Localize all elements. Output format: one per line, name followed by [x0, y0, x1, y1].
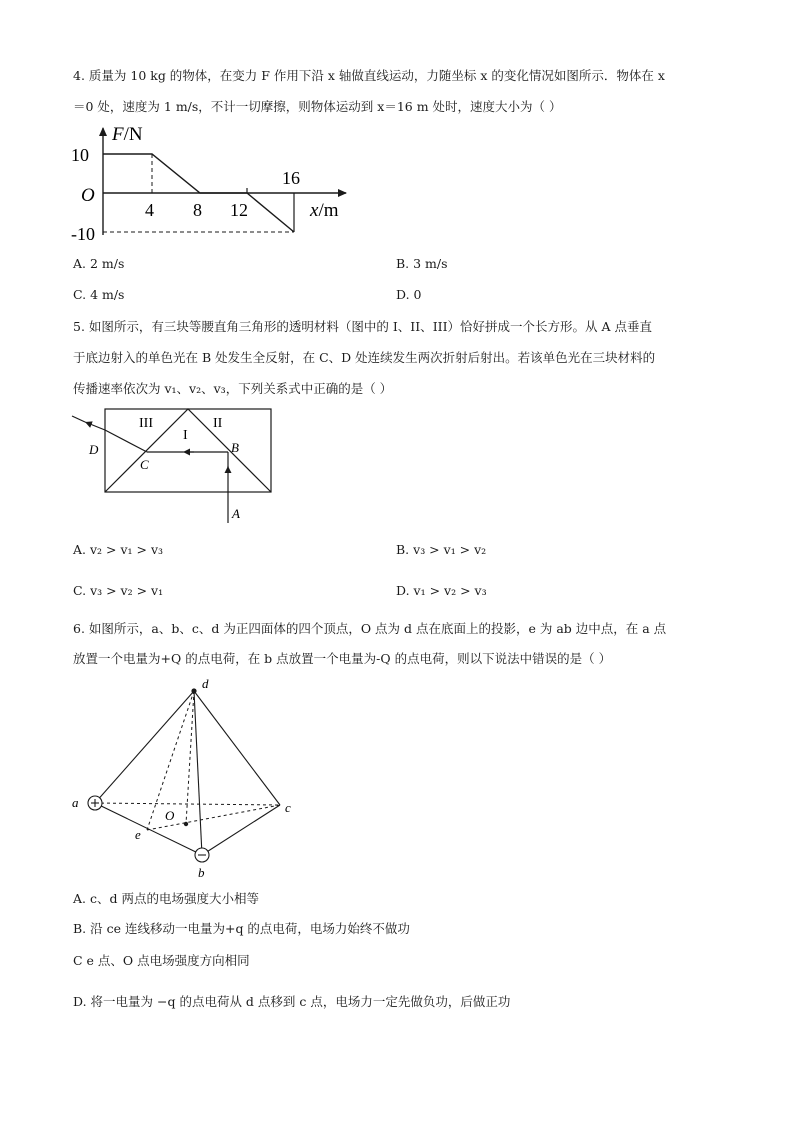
y-tick-10: 10 [71, 145, 89, 165]
label-A: A [232, 506, 240, 521]
label-c: c [285, 800, 291, 815]
q5-text-line2: 于底边射入的单色光在 B 处发生全反射，在 C、D 处连续发生两次折射后射出。若该单色光在三块材料的 [73, 350, 656, 365]
label-O: O [165, 808, 175, 823]
q5-option-a: A. v₂ > v₁ > v₃ [73, 542, 164, 557]
edge-bc [202, 805, 280, 855]
q4-text-line2: ＝0 处，速度为 1 m/s，不计一切摩擦，则物体运动到 x＝16 m 处时，速度大小为（ ） [73, 99, 562, 114]
label-D: D [89, 442, 99, 457]
q6-text-line1: 6. 如图所示，a、b、c、d 为正四面体的四个顶点，O 点为 d 点在底面上的投影，e 为 ab 边中点，在 a 点 [73, 621, 667, 636]
q5-text-line3: 传播速率依次为 v₁、v₂、v₃，下列关系式中正确的是（ ） [73, 381, 393, 396]
charge-negative-b [195, 848, 209, 862]
edge-ac-hidden [95, 803, 280, 805]
label-d: d [202, 676, 209, 691]
q4-option-c: C. 4 m/s [73, 287, 125, 302]
q4-force-graph [70, 120, 360, 245]
edge-dc [194, 691, 280, 805]
label-II: II [213, 416, 223, 431]
q5-option-d: D. v₁ > v₂ > v₃ [396, 583, 487, 598]
q6-option-a: A. c、d 两点的电场强度大小相等 [73, 891, 259, 906]
q4-option-b: B. 3 m/s [396, 256, 448, 271]
ray-C-to-D [105, 430, 147, 452]
edge-db [194, 691, 202, 855]
q6-option-b: B. 沿 ce 连线移动一电量为+q 的点电荷，电场力始终不做功 [73, 921, 410, 936]
q6-tetrahedron-figure [65, 672, 305, 882]
q6-text-line2: 放置一个电量为+Q 的点电荷，在 b 点放置一个电量为-Q 的点电荷，则以下说法中错误的是（ ） [73, 651, 612, 666]
ray-exit [85, 422, 105, 430]
q6-option-c: C e 点、O 点电场强度方向相同 [73, 953, 250, 968]
point-d [191, 688, 196, 693]
point-O [184, 822, 188, 826]
q5-text-line1: 5. 如图所示，有三块等腰直角三角形的透明材料（图中的 I、II、III）恰好拼成一个长方形。从 A 点垂直 [73, 319, 652, 334]
q4-option-d: D. 0 [396, 287, 422, 302]
label-b: b [198, 865, 205, 880]
q5-option-b: B. v₃ > v₁ > v₂ [396, 542, 487, 557]
edge-ab [95, 803, 202, 855]
ray-exit-tail [72, 416, 85, 422]
label-III: III [139, 416, 153, 431]
x-tick-12: 12 [230, 200, 248, 220]
label-e: e [135, 827, 141, 842]
rectangle [105, 409, 271, 492]
edge-da [95, 691, 194, 803]
label-a: a [72, 795, 79, 810]
label-C: C [140, 457, 149, 472]
x-tick-8: 8 [193, 200, 202, 220]
triangle-I-edges [105, 409, 271, 492]
q4-option-a: A. 2 m/s [73, 256, 125, 271]
x-tick-4: 4 [145, 200, 154, 220]
q4-text-line1: 4. 质量为 10 kg 的物体，在变力 F 作用下沿 x 轴做直线运动，力随坐标 x 的变化情况如图所示．物体在 x [73, 68, 665, 83]
label-B: B [231, 440, 239, 455]
charge-positive-a [88, 796, 102, 810]
x-tick-16: 16 [282, 168, 300, 188]
y-tick-neg10: -10 [71, 224, 95, 244]
x-axis-label: x/m [310, 200, 339, 221]
q6-option-d: D. 将一电量为 −q 的点电荷从 d 点移到 c 点，电场力一定先做负功，后做正功 [73, 994, 511, 1009]
q5-prism-figure [65, 408, 280, 528]
q5-option-c: C. v₃ > v₂ > v₁ [73, 583, 164, 598]
y-axis-label: F/N [112, 124, 143, 145]
label-I: I [183, 428, 188, 443]
origin-label: O [81, 185, 95, 206]
